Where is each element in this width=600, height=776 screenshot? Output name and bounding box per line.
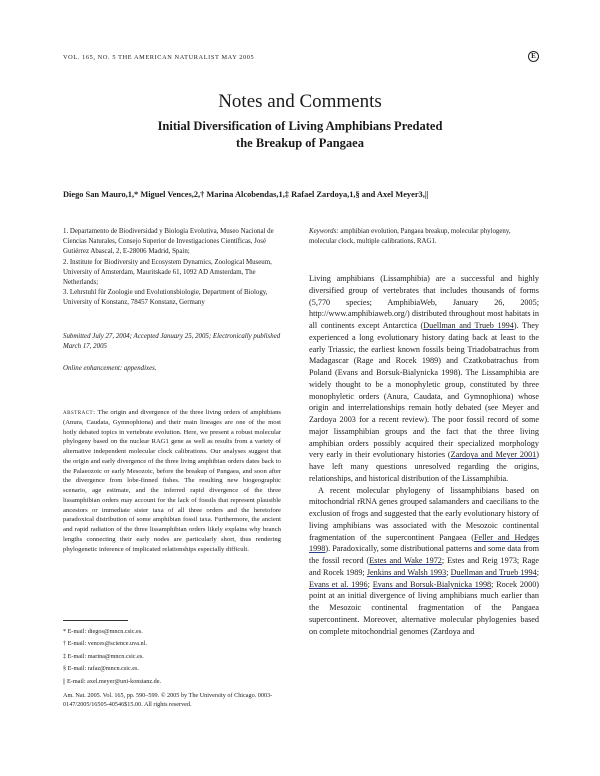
email-footnotes — [63, 626, 281, 688]
text-run: ; — [367, 579, 373, 589]
body-text — [309, 273, 539, 637]
section-title: Notes and Comments — [218, 91, 382, 112]
affiliation-2: 2. Institute for Biodiversity and Ecosystem Dynamics, Zoological Museum, University of Amsterdam, Mauritskade 61, 1092 AD Amsterdam, The Netherlands; — [63, 258, 272, 287]
author-list: Diego San Mauro,1,* Miguel Vences,2,† Marina Alcobendas,1,‡ Rafael Zardoya,1,§ and Axel Meyer3,|| — [63, 190, 429, 199]
paragraph-1 — [309, 273, 539, 485]
text-run: A recent molecular phylogeny of lissamphibians based on mitochondrial rRNA genes grouped salamanders and caecilians to the exclusion of frogs and suggested that the early evolutionary history of living amphibians was associated with the Mesozoic continental fragmentation of the supercontinent Pangaea ( — [309, 485, 539, 542]
email-5: || E-mail: axel.meyer@uni-konstanz.de. — [63, 677, 162, 685]
submission-dates: Submitted July 27, 2004; Accepted January 25, 2005; Electronically published March 17, 2005 — [63, 333, 281, 351]
affiliation-1: 1. Departamento de Biodiversidad y Biología Evolutiva, Museo Nacional de Ciencias Naturales, Consejo Superior de Investigaciones Científicas, José Gutiérrez Abascal, 2, E-28006 Madrid, Spain; — [63, 228, 274, 256]
running-header: VOL. 165, NO. 5 THE AMERICAN NATURALIST MAY 2005 — [63, 54, 255, 61]
article-title — [0, 118, 600, 152]
enhancement-mark: E — [528, 51, 539, 62]
citation-link[interactable]: Zardoya and Meyer 2001 — [450, 450, 537, 460]
paragraph-2 — [309, 485, 539, 638]
email-4: § E-mail: rafaz@mncn.csic.es. — [63, 665, 139, 673]
citation-link[interactable]: Duellman and Trueb 1994 — [450, 567, 537, 577]
article-title-text: Initial Diversification of Living Amphibians Predated the Breakup of Pangaea — [157, 119, 443, 150]
citation-link[interactable]: Evans et al. 1996 — [309, 579, 368, 589]
footnote-divider — [63, 620, 128, 621]
text-run: ; Estes and Reig 1973; Rage and Rocek 1989; — [309, 556, 539, 577]
keywords-text: amphibian evolution, Pangaea breakup, molecular phylogeny, molecular clock, multiple calibrations, RAG1. — [309, 228, 511, 246]
keywords — [309, 227, 539, 247]
text-run: ; — [536, 567, 539, 577]
abstract-text: The origin and divergence of the three living orders of amphibians (Anura, Caudata, Gymnophiona) and their main lineages are one of the most hotly debated topics in vertebrate evolution. Here, we present a robust molecular phylogeny based on the nuclear RAG1 gene as well as results from a variety of alternative independent molecular clock calibrations. Our analyses suggest that the origin and early divergence of the three living amphibian orders dates back to the Palaeozoic or early Mesozoic, before the breakup of Pangaea, and soon after the divergence from lobe-finned fishes. The resulting new biogeographic scenario, age estimate, and the inferred rapid divergence of the three lissamphibian orders may account for the lack of fossils that represent plausible ancestors or immediate sister taxa of all three orders and the heretofore paradoxical distribution of some amphibian fossil taxa. Furthermore, the ancient and rapid radiation of the three lissamphibian orders likely explains why branch lengths connecting their early nodes are particularly short, thus rendering phylogenetic inference of implicated relationships especially difficult. — [63, 409, 281, 553]
text-run: ). Paradoxically, some distributional patterns and some data from the fossil record ( — [309, 544, 539, 565]
text-run: ; Rocek 2000) point at an initial divergence of living amphibians much earlier than the Mesozoic continental fragmentation of the Pangaea supercontinent. Moreover, alternative molecular phylogenies based on complete mitochondrial genomes (Zardoya and — [309, 579, 540, 636]
citation-link[interactable]: Estes and Wake 1972 — [369, 556, 442, 565]
citation-link[interactable]: Duellman and Trueb 1994 — [423, 321, 514, 330]
text-run: ; — [446, 567, 451, 577]
citation-footer: Am. Nat. 2005. Vol. 165, pp. 590–599. © 2005 by The University of Chicago. 0003-0147/2005/16505-40546$15.00. All rights reserved. — [63, 692, 273, 708]
abstract — [63, 408, 281, 554]
text-run: Living amphibians (Lissamphibia) are a successful and highly diversified group of vertebrates that includes thousands of forms (5,770 species; AmphibiaWeb, January 26, 2005; http://www.amphibiaweb.org/) distributed throughout most habitats in all continents except Antarctica ( — [309, 274, 539, 330]
email-2: † E-mail: vences@science.uva.nl. — [63, 640, 147, 648]
citation-link[interactable]: Feller and Hedges 1998 — [309, 532, 540, 554]
text-run: ) have left many questions unresolved regarding the origins, relationships, and historical distribution of the Lissamphibia. — [309, 450, 540, 483]
affiliations — [63, 227, 281, 309]
abstract-label: abstract: — [63, 409, 96, 416]
citation-link[interactable]: Jenkins and Walsh 1993 — [366, 567, 447, 577]
affiliation-3: 3. Lehrstuhl für Zoologie und Evolutionsbiologie, Department of Biology, University of Konstanz, 78457 Konstanz, Germany — [63, 289, 268, 307]
email-3: ‡ E-mail: marina@mncn.csic.es. — [63, 652, 144, 660]
keywords-label: Keywords: — [309, 228, 339, 235]
email-1: * E-mail: diegos@mncn.csic.es. — [63, 628, 143, 635]
citation-link[interactable]: Evans and Borsuk-Bialynicka 1998 — [372, 579, 492, 589]
text-run: ). They experienced a long evolutionary history dating back at least to the early Triassic, the earliest known fossils being Triadobatrachus from Madagascar (Rage and Rocek 1989) and Czatkobatrachus from Poland (Evans and Borsuk-Bialynicka 1998). The Lissamphibia are widely thought to be a monophyletic group, constituted by three monophyletic orders (Anura, Caudata, and Gymnophiona) whose origin and interrelationships remain hotly debated (see Meyer and Zardoya 2003 for a recent review). The poor fossil record of some major lissamphibian groups and the fact that the three living amphibian orders possibly acquired their specialized morphology very early in their evolutionary histories ( — [309, 321, 539, 460]
online-enhancement: Online enhancement: appendixes. — [63, 365, 157, 372]
